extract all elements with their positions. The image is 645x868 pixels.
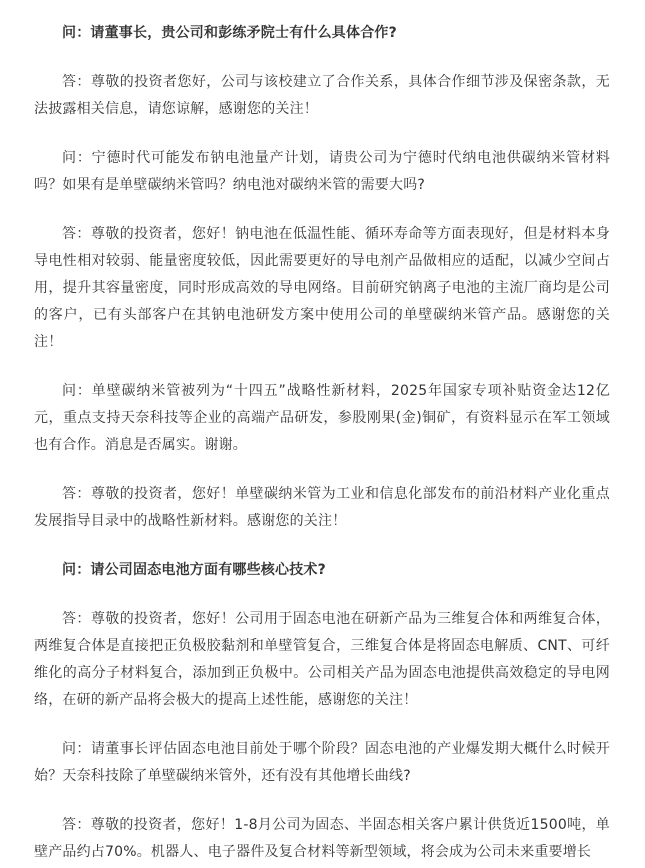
answer-paragraph: 答：尊敬的投资者，您好！1-8月公司为固态、半固态相关客户累计供货近1500吨，单壁产品约占70%。机器人、电子器件及复合材料等新型领域，将会成为公司未来重要增长 <box>34 817 610 860</box>
answer-paragraph: 答：尊敬的投资者，您好！单壁碳纳米管为工业和信息化部发布的前沿材料产业化重点发展指导目录中的战略性新材料。感谢您的关注！ <box>34 486 610 529</box>
question-paragraph: 问：宁德时代可能发布钠电池量产计划，请贵公司为宁德时代纳电池供碳纳米管材料吗？如果有是单壁碳纳米管吗？纳电池对碳纳米管的需要大吗? <box>34 150 610 193</box>
question-paragraph: 问：请董事长评估固态电池目前处于哪个阶段？固态电池的产业爆发期大概什么时候开始？天奈科技除了单壁碳纳米管外，还有没有其他增长曲线? <box>34 741 610 784</box>
answer-paragraph: 答：尊敬的投资者，您好！钠电池在低温性能、循环寿命等方面表现好，但是材料本身导电性相对较弱、能量密度较低，因此需要更好的导电剂产品做相应的适配，以减少空间占用，提升其容量密度，同时形成高效的导电网络。目前研究钠离子电池的主流厂商均是公司的客户，已有头部客户在其钠电池研发方案中使用公司的单壁碳纳米管产品。感谢您的关注！ <box>34 226 610 350</box>
answer-paragraph: 答：尊敬的投资者，您好！公司用于固态电池在研新产品为三维复合体和两维复合体，两维复合体是直接把正负极胶黏剂和单壁管复合，三维复合体是将固态电解质、CNT、可纤维化的高分子材料复合，添加到正负极中。公司相关产品为固态电池提供高效稳定的导电网络，在研的新产品将会极大的提高上述性能，感谢您的关注！ <box>34 611 610 708</box>
question-paragraph: 问：请董事长，贵公司和彭练矛院士有什么具体合作? <box>62 25 397 41</box>
question-paragraph: 问：请公司固态电池方面有哪些核心技术? <box>62 562 326 578</box>
article-body <box>34 20 610 866</box>
question-paragraph: 问：单壁碳纳米管被列为“十四五”战略性新材料，2025年国家专项补贴资金达12亿元，重点支持天奈科技等企业的高端产品研发，参股刚果(金)铜矿，有资料显示在军工领域也有合作。消息是否属实。谢谢。 <box>34 383 610 453</box>
answer-paragraph: 答：尊敬的投资者您好，公司与该校建立了合作关系，具体合作细节涉及保密条款，无法披露相关信息，请您谅解，感谢您的关注！ <box>34 74 610 117</box>
